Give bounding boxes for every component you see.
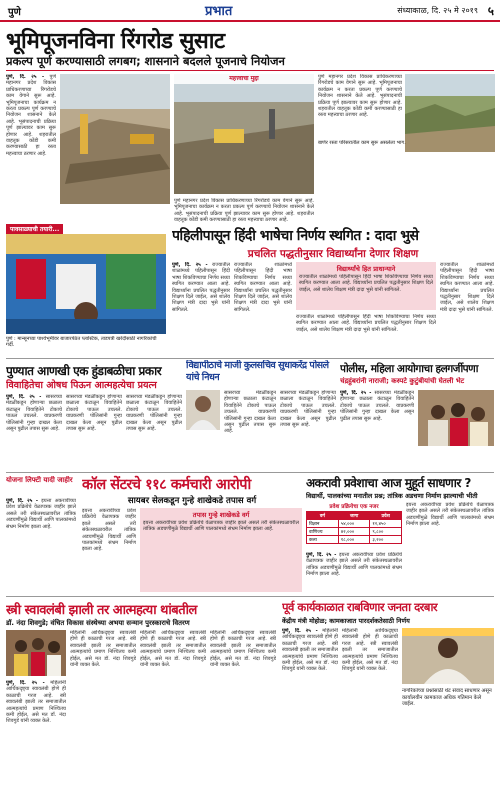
row3-b-headline: अकरावी प्रवेशाचा आज मुहूर्त साधणार ? (306, 476, 471, 490)
admission-table (306, 511, 402, 544)
lead-body-cont-2: पुणे महानगर प्रदेश विकास प्राधिकरणाच्या रिंगरोडचे काम वेगाने सुरू आहे. भूमिपूजनाचा कार्यक्रम न करता प्रकल्प पूर्ण करण्याचे नियोजन शासनाने केले आहे. भूसंपादनाची प्रक्रिया पूर्ण झाल्यावर काम सुरू होणार आहे. शहरातील वाहतूक कोंडी कमी करण्यासाठी हा रस्ता महत्त्वाचा ठरणार आहे. (318, 74, 402, 119)
row2-a-body-3 (126, 394, 182, 470)
divider (6, 70, 494, 71)
row2-a-body-1 (6, 394, 62, 470)
row3-b-body-1 (306, 552, 402, 592)
row4-a-body-2 (70, 630, 136, 792)
row4-a-subhead: डॉ. नंदा शिवगुडे; वंचित विकास संस्थेच्या अभया सन्मान पुरस्काराचे वितरण (6, 619, 190, 627)
hindi-body-cont-2: राज्यातील शाळांमध्ये पहिलीपासून हिंदी भाषा शिकविण्याचा निर्णय सध्या स्थगित करण्यात आला आहे. विद्यार्थ्यांना प्रचलित पद्धतीनुसार शिक्षण दिले जाईल, असे शालेय शिक्षण मंत्री दादा भुसे यांनी सांगितले. (296, 314, 436, 333)
row2-body-cont: सासरच्या मंडळींकडून होणाऱ्या छळाला कंटाळून विवाहितेने टोकाचे पाऊल उचलले. याप्रकरणी पोलिसांनी गुन्हा दाखल केला असून पुढील तपास सुरू आहे. (66, 394, 122, 433)
row3-a-body-1 (82, 508, 136, 592)
table-cell: १८,००० (338, 536, 370, 544)
row3-b-body: इयत्ता अकरावीच्या प्रवेश प्रक्रियेचे वेळापत्रक जाहीर झाले असले तरी संकेतस्थळावरील तांत्रिक अडचणींमुळे विद्यार्थी आणि पालकांमध्ये संभ्रम निर्माण झाला आहे. (306, 552, 402, 578)
row4-quote: नागरिकांच्या प्रश्नांसाठी थेट संवाद साधणार असून कार्यालयीन कामकाज अधिक गतिमान केले जाईल. (402, 688, 492, 707)
lead-body-cont: पुणे महानगर प्रदेश विकास प्राधिकरणाच्या रिंगरोडचे काम वेगाने सुरू आहे. भूमिपूजनाचा कार्यक्रम न करता प्रकल्प पूर्ण करण्याचे नियोजन शासनाने केले आहे. भूसंपादनाची प्रक्रिया पूर्ण झाल्यावर काम सुरू होणार आहे. शहरातील वाहतूक कोंडी कमी करण्यासाठी हा रस्ता महत्त्वाचा ठरणार आहे. (174, 198, 314, 224)
lead-body-col-2 (174, 198, 314, 228)
row2-c-dateline: पुणे, दि. २५ - (340, 390, 372, 396)
row4-a-body-cont: महिलांनी आर्थिकदृष्ट्या स्वावलंबी होणे ही काळाची गरज आहे. स्त्री स्वावलंबी झाली तर समाजातील आत्महत्यांचे प्रमाण निश्चितच कमी होईल, असे मत डॉ. नंदा शिवगुडे यांनी व्यक्त केले. (70, 630, 136, 669)
row4-a-body-cont-2: महिलांनी आर्थिकदृष्ट्या स्वावलंबी होणे ही काळाची गरज आहे. स्त्री स्वावलंबी झाली तर समाजातील आत्महत्यांचे प्रमाण निश्चितच कमी होईल, असे मत डॉ. नंदा शिवगुडे यांनी व्यक्त केले. (140, 630, 206, 669)
row3-sidebar-title: योजना लिफ्टी यादी जाहीर (6, 476, 73, 484)
hindi-dateline: पुणे, दि. २५ - (172, 262, 208, 268)
award-photo (6, 630, 66, 676)
hindi-body-cont-3: राज्यातील शाळांमध्ये पहिलीपासून हिंदी भाषा शिकविण्याचा निर्णय सध्या स्थगित करण्यात आला आहे. विद्यार्थ्यांना प्रचलित पद्धतीनुसार शिक्षण दिले जाईल, असे शालेय शिक्षण मंत्री दादा भुसे यांनी सांगितले. (440, 262, 494, 313)
row2-b-body-2 (280, 390, 336, 470)
row3-b-body-cont: इयत्ता अकरावीच्या प्रवेश प्रक्रियेचे वेळापत्रक जाहीर झाले असले तरी संकेतस्थळावरील तांत्रिक अडचणींमुळे विद्यार्थी आणि पालकांमध्ये संभ्रम निर्माण झाला आहे. (406, 502, 494, 528)
row4-b-body-cont: महिलांनी आर्थिकदृष्ट्या स्वावलंबी होणे ही काळाची गरज आहे. स्त्री स्वावलंबी झाली तर समाजातील आत्महत्यांचे प्रमाण निश्चितच कमी होईल, असे मत डॉ. नंदा शिवगुडे यांनी व्यक्त केले. (342, 628, 398, 673)
page-number: ५ (487, 4, 494, 18)
hindi-body-col-2 (234, 262, 292, 356)
row4-a-body: महिलांनी आर्थिकदृष्ट्या स्वावलंबी होणे ही काळाची गरज आहे. स्त्री स्वावलंबी झाली तर समाजातील आत्महत्यांचे प्रमाण निश्चितच कमी होईल, असे मत डॉ. नंदा शिवगुडे यांनी व्यक्त केले. (6, 680, 66, 725)
table-header: प्रवेश (370, 512, 402, 520)
hindi-body-col-3 (296, 314, 436, 356)
row3-a-subhead: सायबर सेलकडून गुन्हे शाखेकडे तपास वर्ग (127, 496, 257, 506)
award-ceremony-image (6, 630, 66, 676)
row2-dateline: पुणे, दि. २५ - (6, 394, 42, 400)
lead-subhead: प्रकल्प पूर्ण करण्यासाठी लगबग; शासनाने बदलले पूजनाचे नियोजन (6, 54, 285, 68)
row3-sidebar-text: इयत्ता अकरावीच्या प्रवेश प्रक्रियेचे वेळापत्रक जाहीर झाले असले तरी संकेतस्थळावरील तांत्रिक अडचणींमुळे विद्यार्थी आणि पालकांमध्ये संभ्रम निर्माण झाला आहे. (6, 498, 76, 530)
hindi-body-col-1 (172, 262, 230, 356)
row2-c-photo (418, 390, 494, 446)
row2-b-body-cont: सासरच्या मंडळींकडून होणाऱ्या छळाला कंटाळून विवाहितेने टोकाचे पाऊल उचलले. याप्रकरणी पोलिसांनी गुन्हा दाखल केला असून पुढील तपास सुरू आहे. (280, 390, 336, 429)
table-cell: ९,८०० (370, 528, 402, 536)
row4-a-body-3 (140, 630, 206, 792)
table-title: प्रवेश प्रक्रियेचा एक नजर (329, 504, 379, 510)
obituary-photo (186, 390, 220, 430)
table-cell: कला (307, 536, 339, 544)
market-photo (6, 234, 166, 334)
table-row (307, 536, 402, 544)
lead-headline: भूमिपूजनविना रिंगरोड सुसाट (6, 29, 225, 54)
divider (6, 596, 494, 597)
minister-photo (402, 628, 494, 684)
table-cell: विज्ञान (307, 520, 339, 528)
row4-a-body-4 (210, 630, 276, 792)
row4-b-headline: पूर्व कार्यकाळात राबविणार जनता दरबार (282, 600, 438, 614)
row2-body: सासरच्या मंडळींकडून होणाऱ्या छळाला कंटाळून विवाहितेने टोकाचे पाऊल उचलले. याप्रकरणी पोलिसांनी गुन्हा दाखल केला असून पुढील तपास सुरू आहे. (6, 394, 62, 433)
row4-b-body-1 (282, 628, 338, 792)
newspaper-brand: प्रभात (205, 4, 233, 19)
lead-box-title: महत्त्वाचा मुद्दा (174, 74, 314, 84)
row4-a-body-cont-3: महिलांनी आर्थिकदृष्ट्या स्वावलंबी होणे ही काळाची गरज आहे. स्त्री स्वावलंबी झाली तर समाजातील आत्महत्यांचे प्रमाण निश्चितच कमी होईल, असे मत डॉ. नंदा शिवगुडे यांनी व्यक्त केले. (210, 630, 276, 669)
row3-b-subhead: विद्यार्थी, पालकांच्या मनातील प्रश्न; तांत्रिक अडचणा निर्माण झाल्याची भीती (306, 492, 478, 500)
table-cell: ३,२०० (370, 536, 402, 544)
page-masthead (0, 0, 500, 22)
city-label: पुणे (8, 7, 21, 18)
row2-a-headline: पुण्यात आणखी एक हुंडाबळीचा प्रकार (6, 364, 162, 378)
row4-b-body-2 (342, 628, 398, 792)
row4-a-headline: स्त्री स्वावलंबी झाली तर आत्महत्या थांबतील (6, 603, 197, 618)
row2-b-body-1 (224, 390, 276, 470)
row3-sidebar-body (6, 498, 76, 592)
table-header: वर्ग (307, 512, 339, 520)
hindi-headline: पहिलीपासून हिंदी भाषेचा निर्णय स्थगित : दादा भुसे (172, 228, 419, 244)
table-cell: वाणिज्य (307, 528, 339, 536)
row3-pink-box (140, 508, 302, 592)
lead-body-col-3 (318, 74, 402, 134)
row3-box-body: इयत्ता अकरावीच्या प्रवेश प्रक्रियेचे वेळापत्रक जाहीर झाले असले तरी संकेतस्थळावरील तांत्रिक अडचणींमुळे विद्यार्थी आणि पालकांमध्ये संभ्रम निर्माण झाला आहे. (143, 520, 299, 533)
row4-a-body-1 (6, 680, 66, 792)
row2-a-body-2 (66, 394, 122, 470)
construction-site-image (60, 74, 170, 204)
row2-a-subhead: विवाहितेचा ओषध पिऊन आत्महत्येचा प्रयत्न (6, 380, 157, 391)
lead-photo-2 (174, 74, 314, 194)
table-row (307, 528, 402, 536)
table-row (307, 520, 402, 528)
divider (6, 472, 494, 473)
hindi-box-body: राज्यातील शाळांमध्ये पहिलीपासून हिंदी भाषा शिकविण्याचा निर्णय सध्या स्थगित करण्यात आला आहे. विद्यार्थ्यांना प्रचलित पद्धतीनुसार शिक्षण दिले जाईल, असे शालेय शिक्षण मंत्री दादा भुसे यांनी सांगितले. (299, 274, 433, 293)
hindi-body-cont: राज्यातील शाळांमध्ये पहिलीपासून हिंदी भाषा शिकविण्याचा निर्णय सध्या स्थगित करण्यात आला आहे. विद्यार्थ्यांना प्रचलित पद्धतीनुसार शिक्षण दिले जाईल, असे शालेय शिक्षण मंत्री दादा भुसे यांनी सांगितले. (234, 262, 292, 313)
row2-c-body-1 (340, 390, 414, 470)
row2-c-headline: पोलीस, महिला आयोगाचा हलगर्जीपणा (340, 363, 478, 375)
market-image (6, 234, 166, 334)
table-header-row (307, 512, 402, 520)
row2-b-headline: विद्यापीठाचे माजी कुलसचिव सुधाकरेंद्र पोसले यांचे निधन (186, 360, 329, 383)
road-site-image (174, 74, 314, 194)
divider (6, 358, 494, 359)
meeting-image (418, 390, 494, 446)
hindi-body-col-4 (440, 262, 494, 356)
lead-photo (60, 74, 170, 204)
lead-side-caption: बाणेर रस्ता परिसरातील काम सुरू असलेला भाग. (318, 140, 406, 146)
table-cell: ५४,००० (338, 520, 370, 528)
minister-image (402, 628, 494, 684)
photo-story-tag: पावसाळ्याची तयारी... (6, 224, 63, 234)
table-cell: १२,४५० (370, 520, 402, 528)
hindi-body: राज्यातील शाळांमध्ये पहिलीपासून हिंदी भाषा शिकविण्याचा निर्णय सध्या स्थगित करण्यात आला आहे. विद्यार्थ्यांना प्रचलित पद्धतीनुसार शिक्षण दिले जाईल, असे शालेय शिक्षण मंत्री दादा भुसे यांनी सांगितले. (172, 262, 230, 313)
row4-b-subhead: केंद्रीय मंत्री मोहोळ; कामकाजात पारदर्शकतेसाठी निर्णय (282, 617, 410, 625)
row3-b-body-2 (406, 502, 494, 592)
photo-story-caption: पुणे : मान्सूनच्या पार्श्वभूमीवर बाजारपेठेत प्लास्टिक, ताडपत्री खरेदीसाठी नागरिकांची गर्दी. (6, 336, 157, 348)
row4-b-body: महिलांनी आर्थिकदृष्ट्या स्वावलंबी होणे ही काळाची गरज आहे. स्त्री स्वावलंबी झाली तर समाजातील आत्महत्यांचे प्रमाण निश्चितच कमी होईल, असे मत डॉ. नंदा शिवगुडे यांनी व्यक्त केले. (282, 628, 338, 673)
row3-b-dateline: पुणे, दि. २५ - (306, 552, 337, 558)
row3-a-headline: कॉल सेंटरचे ११८ कर्मचारी आरोपी (82, 477, 251, 493)
hindi-pink-box (296, 262, 436, 310)
row2-c-subhead: चंद्रहुंबरांनी नाराजी; कस्पटे कुटुंबीयांची घेतली भेट (340, 377, 465, 385)
row2-c-body: सासरच्या मंडळींकडून होणाऱ्या छळाला कंटाळून विवाहितेने टोकाचे पाऊल उचलले. याप्रकरणी पोलिसांनी गुन्हा दाखल केला असून पुढील तपास सुरू आहे. (340, 390, 414, 422)
lead-dateline: पुणे, दि. २५ - (6, 74, 45, 80)
row3-a-body: इयत्ता अकरावीच्या प्रवेश प्रक्रियेचे वेळापत्रक जाहीर झाले असले तरी संकेतस्थळावरील तांत्रिक अडचणींमुळे विद्यार्थी आणि पालकांमध्ये संभ्रम निर्माण झाला आहे. (82, 508, 136, 553)
table-header: जागा (338, 512, 370, 520)
row4-dateline: पुणे, दि. २५ - (6, 680, 45, 686)
hindi-box-title: विद्यार्थ्यांचे हित प्राधान्याने (336, 265, 396, 273)
row2-b-body: सासरच्या मंडळींकडून होणाऱ्या छळाला कंटाळून विवाहितेने टोकाचे पाऊल उचलले. याप्रकरणी पोलिसांनी गुन्हा दाखल केला असून पुढील तपास सुरू आहे. (224, 390, 276, 435)
hindi-subhead: प्रचलित पद्धतीनुसार विद्यार्थ्यांना देणार शिक्षण (247, 248, 419, 260)
row4-b-dateline: पुणे, दि. २५ - (282, 628, 318, 634)
portrait-image (186, 390, 220, 430)
table-cell: ४२,००० (338, 528, 370, 536)
row3-box-title: तपास गुन्हे शाखेकडे वर्ग (192, 511, 250, 519)
row3-dateline: पुणे, दि. २५ - (6, 498, 38, 504)
lead-body-col-1 (6, 74, 56, 214)
issue-date: संध्याकाळ, दि. २५ मे २०१९ (397, 6, 478, 15)
lead-body: पुणे महानगर प्रदेश विकास प्राधिकरणाच्या रिंगरोडचे काम वेगाने सुरू आहे. भूमिपूजनाचा कार्यक्रम न करता प्रकल्प पूर्ण करण्याचे नियोजन शासनाने केले आहे. भूसंपादनाची प्रक्रिया पूर्ण झाल्यावर काम सुरू होणार आहे. शहरातील वाहतूक कोंडी कमी करण्यासाठी हा रस्ता महत्त्वाचा ठरणार आहे. (6, 74, 56, 157)
row2-body-cont-2: सासरच्या मंडळींकडून होणाऱ्या छळाला कंटाळून विवाहितेने टोकाचे पाऊल उचलले. याप्रकरणी पोलिसांनी गुन्हा दाखल केला असून पुढील तपास सुरू आहे. (126, 394, 182, 433)
